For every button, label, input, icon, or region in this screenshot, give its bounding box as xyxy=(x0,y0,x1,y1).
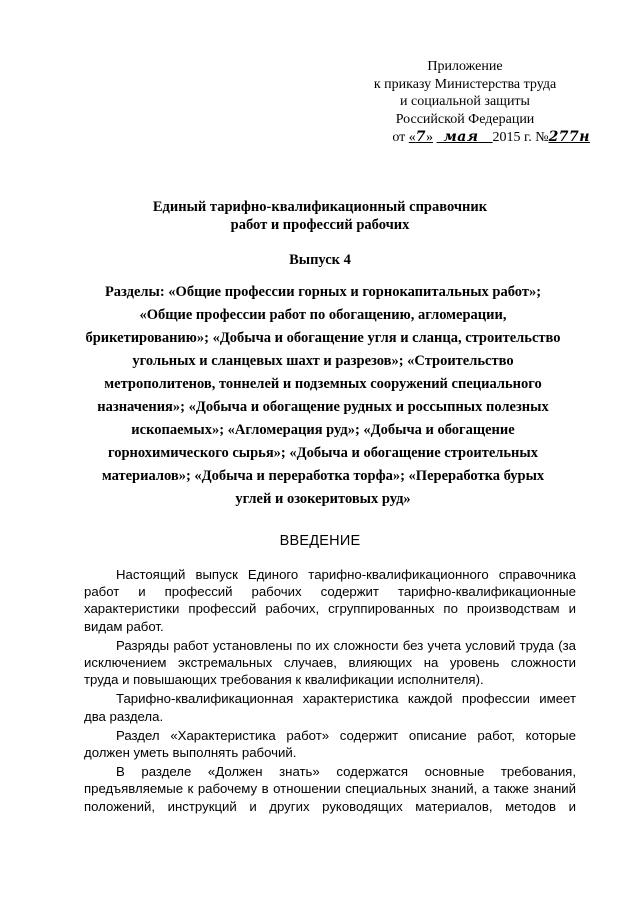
paragraph-line: положений, инструкций и других руководящих материалов, методов и xyxy=(84,798,576,814)
sections-line: ископаемых»; «Агломерация руд»; «Добыча и обогащение xyxy=(131,422,515,438)
date-day: «7» xyxy=(408,129,433,145)
title-line-1: Единый тарифно-квалификационный справочник xyxy=(152,199,488,215)
paragraph-line: труда и повышающих требования к квалификации исполнителя). xyxy=(84,672,484,688)
paragraph xyxy=(84,727,576,761)
sections-line: метрополитенов, тоннелей и подземных сооружений специального xyxy=(104,376,542,392)
sections-line: Разделы: «Общие профессии горных и горнокапитальных работ»; xyxy=(104,284,542,300)
appendix-line-4: Российской Федерации xyxy=(395,111,535,127)
order-number-handwritten: 277н xyxy=(548,129,590,145)
order-number xyxy=(549,130,590,145)
sections-line: «Общие профессии работ по обогащению, агломерации, xyxy=(139,307,507,323)
sections-line: брикетированию»; «Добыча и обогащение угля и сланца, строительство xyxy=(85,330,561,346)
title-line-2: работ и профессий рабочих xyxy=(230,216,410,233)
date-month xyxy=(437,130,493,145)
date-year-text: 2015 г. № xyxy=(492,130,549,145)
paragraph-line: видам работ. xyxy=(84,618,164,634)
appendix-block xyxy=(330,58,600,147)
sections-line: материалов»; «Добыча и переработка торфа»; «Переработка бурых xyxy=(101,468,545,484)
paragraph-line: Настоящий выпуск Единого тарифно-квалификационного справочника xyxy=(116,567,576,582)
sections-list xyxy=(82,281,564,511)
introduction-body xyxy=(84,566,576,815)
date-day-handwritten: 7 xyxy=(415,129,426,145)
paragraph-line: должен уметь выполнять рабочий. xyxy=(84,745,297,761)
paragraph-line: характеристики профессий рабочих, сгруппированных по производствам и xyxy=(84,601,576,617)
document-title xyxy=(50,199,590,234)
sections-line: назначения»; «Добыча и обогащение рудных и россыпных полезных xyxy=(97,399,549,415)
order-date-line xyxy=(330,129,600,147)
sections-line: углей и озокеритовых руд» xyxy=(235,491,411,507)
sections-line: угольных и сланцевых шахт и разрезов»; «Строительство xyxy=(132,353,514,369)
paragraph-line: В разделе «Должен знать» содержатся основные требования, xyxy=(116,764,576,780)
paragraph xyxy=(84,566,576,635)
paragraph-line: Тарифно-квалификационная характеристика каждой профессии имеет xyxy=(116,691,576,707)
paragraph xyxy=(84,637,576,689)
paragraph-line: предъявляемые к рабочему в отношении специальных знаний, а также знаний xyxy=(84,781,576,797)
paragraph-line: Раздел «Характеристика работ» содержит описание работ, которые xyxy=(116,727,576,743)
paragraph xyxy=(84,763,576,815)
paragraph-line: Разряды работ установлены по их сложности без учета условий труда (за xyxy=(116,637,576,653)
introduction-heading: ВВЕДЕНИЕ xyxy=(279,533,361,549)
appendix-line-1: Приложение xyxy=(427,59,503,74)
issue-number: Выпуск 4 xyxy=(289,252,351,268)
paragraph-line: два раздела. xyxy=(84,708,164,724)
date-prefix: от xyxy=(392,130,406,145)
date-month-handwritten: мая xyxy=(443,129,479,145)
sections-line: горнохимического сырья»; «Добыча и обогащение строительных xyxy=(107,445,538,461)
appendix-line-3: и социальной защиты xyxy=(400,94,530,109)
paragraph-line: исключением экстремальных случаев, влияющих на уровень сложности xyxy=(84,655,576,671)
appendix-line-2: к приказу Министерства труда xyxy=(373,76,557,92)
paragraph-line: работ и профессий рабочих содержит тарифно-квалификационные xyxy=(84,584,576,600)
paragraph xyxy=(84,690,576,724)
